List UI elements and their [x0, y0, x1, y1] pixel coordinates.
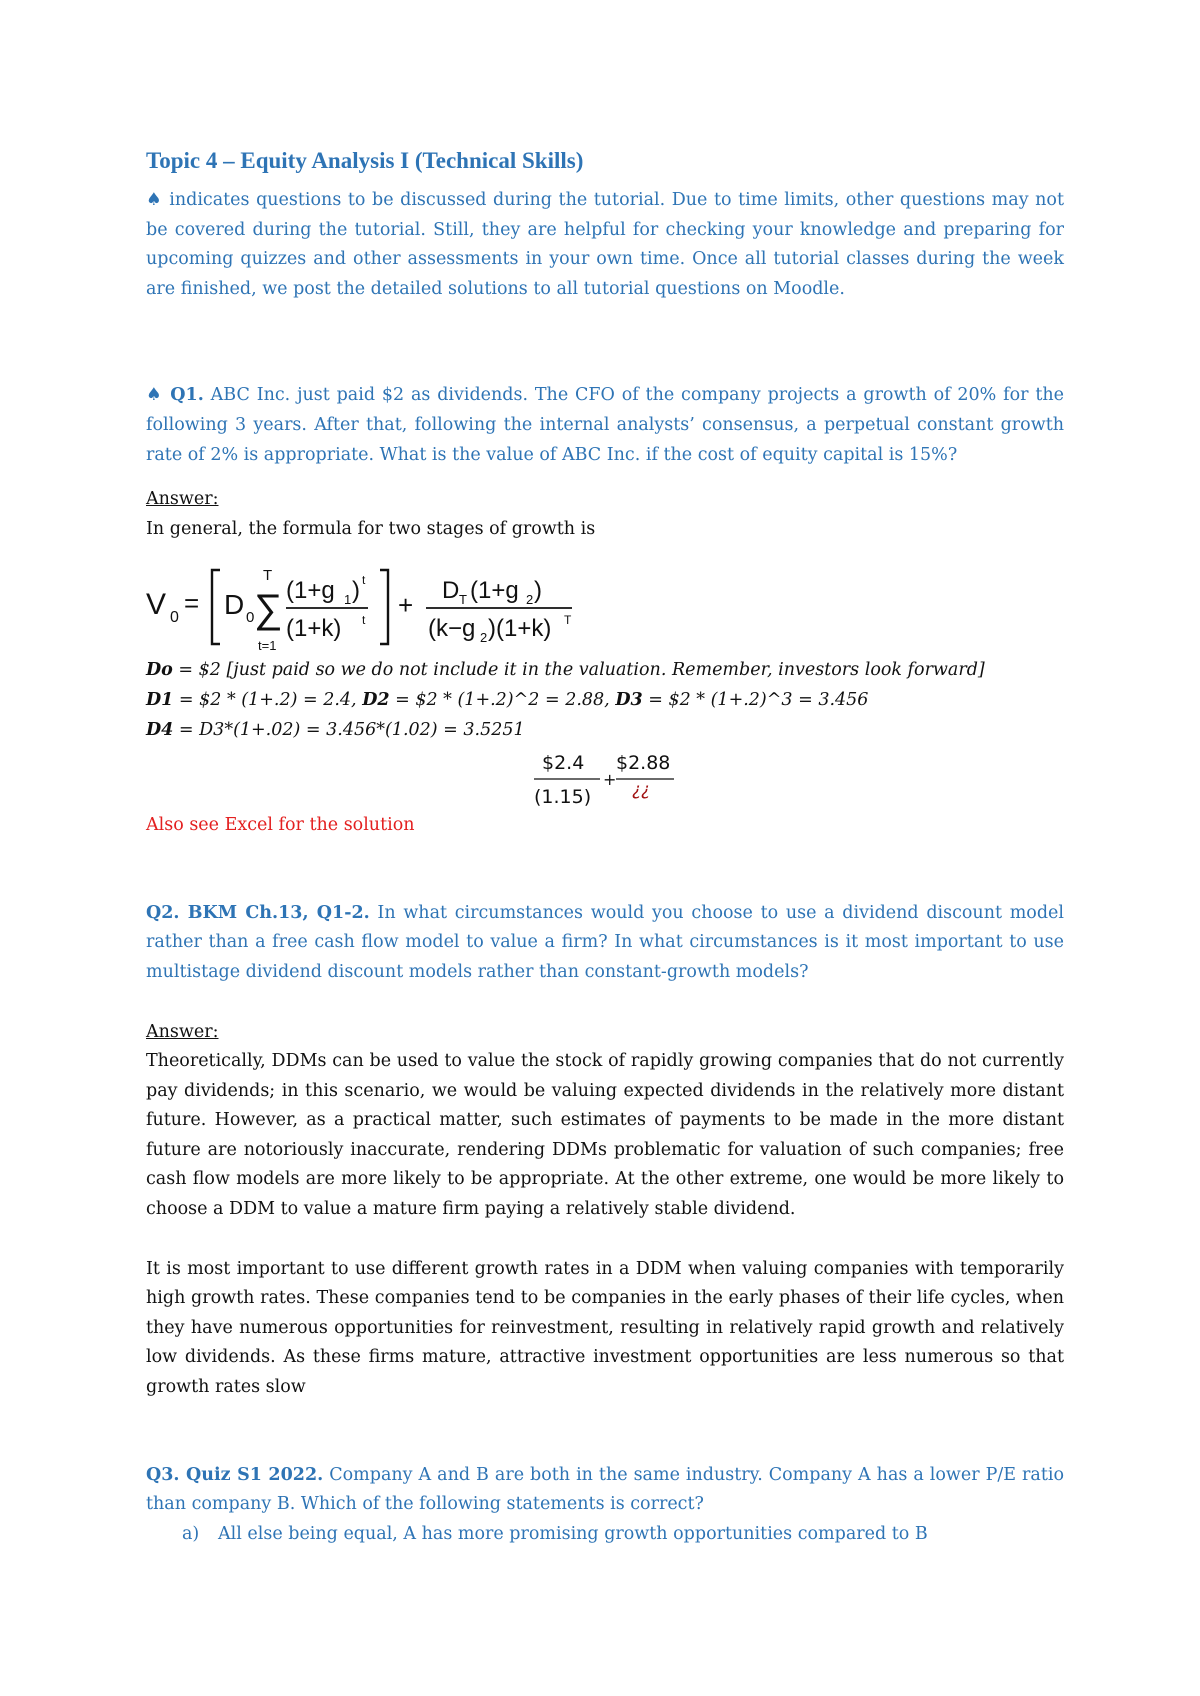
frac1-numerator: $2.4 [542, 752, 585, 775]
d2-label: D2 [362, 689, 390, 710]
option-a-label: a) [182, 1523, 200, 1544]
partial-pv-expression [146, 745, 1064, 811]
svg-text:1: 1 [344, 592, 352, 608]
svg-text:)(1+k): )(1+k) [488, 615, 552, 643]
answer-2-paragraph-2: It is most important to use different growth rates in a DDM when valuing companies with temporarily high growth rates. These companies tend to be companies in the early phases of their life cycles, when they have numerous opportunities for reinvestment, resulting in relatively rapid growth and relatively low dividends. As these firms mature, attractive investment opportunities are less numerous so that growth rates slow [146, 1258, 1064, 1398]
d0-line [146, 656, 1064, 686]
question-1-text: ABC Inc. just paid $2 as dividends. The CFO of the company projects a growth of 20% for the following 3 years. After that, following the internal analysts’ consensus, a perpetual constant growth rate of 2% is appropriate. What is the value of ABC Inc. if the cost of equity capital is 15%? [146, 385, 1064, 465]
svg-text:0: 0 [170, 609, 179, 627]
answer-2-label: Answer: [146, 1021, 219, 1042]
svg-text:T: T [564, 613, 572, 628]
d3-label: D3 [615, 689, 643, 710]
question-1-label: ♠ Q1. [146, 385, 204, 406]
svg-text:T: T [263, 567, 273, 585]
frac-plus: + [603, 770, 617, 790]
svg-text:D: D [224, 589, 245, 621]
svg-text:2: 2 [480, 630, 488, 646]
option-a-text: All else being equal, A has more promising growth opportunities compared to B [218, 1523, 928, 1544]
frac1-denominator: (1.15) [534, 786, 592, 809]
svg-text:=: = [184, 588, 200, 619]
svg-text:2: 2 [526, 592, 534, 608]
svg-text:0: 0 [246, 609, 255, 627]
document-page [146, 148, 1064, 1549]
question-3-text: Company A and B are both in the same industry. Company A has a lower P/E ratio than company B. Which of the following statements is correct? [146, 1464, 1064, 1515]
d1-d3-line [146, 686, 1064, 716]
question-2-text: In what circumstances would you choose to use a dividend discount model rather than a free cash flow model to value a firm? In what circumstances is it most important to use multistage dividend discount models rather than constant-growth models? [146, 902, 1064, 982]
page-title: Topic 4 – Equity Analysis I (Technical Skills) [146, 148, 584, 173]
answer-1-label: Answer: [146, 489, 219, 510]
d1-label: D1 [146, 689, 174, 710]
frac2-numerator: $2.88 [616, 752, 671, 775]
svg-text:+: + [398, 590, 414, 621]
formula-intro: In general, the formula for two stages of growth is [146, 518, 596, 539]
question-2 [146, 899, 1064, 988]
svg-text:(1+g: (1+g [286, 577, 335, 605]
svg-text:t: t [362, 573, 366, 588]
d1-text: = $2 * (1+.2) = 2.4, [173, 689, 363, 710]
svg-text:(k−g: (k−g [428, 615, 476, 643]
d2-text: = $2 * (1+.2)^2 = 2.88, [389, 689, 616, 710]
answer-2-paragraph-1: Theoretically, DDMs can be used to value the stock of rapidly growing companies that do not currently pay dividends; in this scenario, we would be valuing expected dividends in the relatively more distant future. However, as a practical matter, such estimates of payments to be made in the more distant future are notoriously inaccurate, rendering DDMs problematic for valuation of such companies; free cash flow models are more likely to be appropriate. At the other extreme, one would be more likely to choose a DDM to value a mature firm paying a relatively stable dividend. [146, 1051, 1064, 1220]
svg-text:t=1: t=1 [258, 638, 277, 654]
svg-text:(1+k): (1+k) [286, 615, 342, 643]
intro-paragraph: ♠ indicates questions to be discussed during the tutorial. Due to time limits, other questions may not be covered during the tutorial. Still, they are helpful for checking your knowledge and preparing for upcoming quizzes and other assessments in your own time. Once all tutorial classes during the week are finished, we post the detailed solutions to all tutorial questions on Moodle. [146, 190, 1064, 299]
svg-text:V: V [146, 588, 167, 622]
d0-text: = $2 [just paid so we do not include it in the valuation. Remember, investors look forward] [172, 660, 985, 681]
svg-text:): ) [534, 577, 542, 605]
svg-text:(1+g: (1+g [470, 577, 519, 605]
d3-text: = $2 * (1+.2)^3 = 3.456 [642, 689, 869, 710]
question-1 [146, 381, 1064, 470]
d4-text: = D3*(1+.02) = 3.456*(1.02) = 3.5251 [173, 719, 525, 740]
svg-text:D: D [442, 577, 460, 605]
question-3-label: Q3. Quiz S1 2022. [146, 1464, 324, 1485]
d0-label: Do [146, 660, 173, 681]
two-stage-formula [146, 548, 1064, 656]
d4-label: D4 [146, 719, 174, 740]
svg-text:): ) [352, 577, 360, 605]
question-3 [146, 1461, 1064, 1520]
excel-note: Also see Excel for the solution [146, 815, 415, 836]
svg-text:t: t [362, 613, 366, 628]
question-2-label: Q2. BKM Ch.13, Q1-2. [146, 902, 370, 923]
option-a [146, 1520, 1064, 1550]
frac2-denominator: ¿¿ [632, 780, 651, 801]
svg-text:∑: ∑ [254, 587, 283, 632]
d4-line [146, 716, 1064, 746]
svg-text:T: T [459, 592, 467, 608]
